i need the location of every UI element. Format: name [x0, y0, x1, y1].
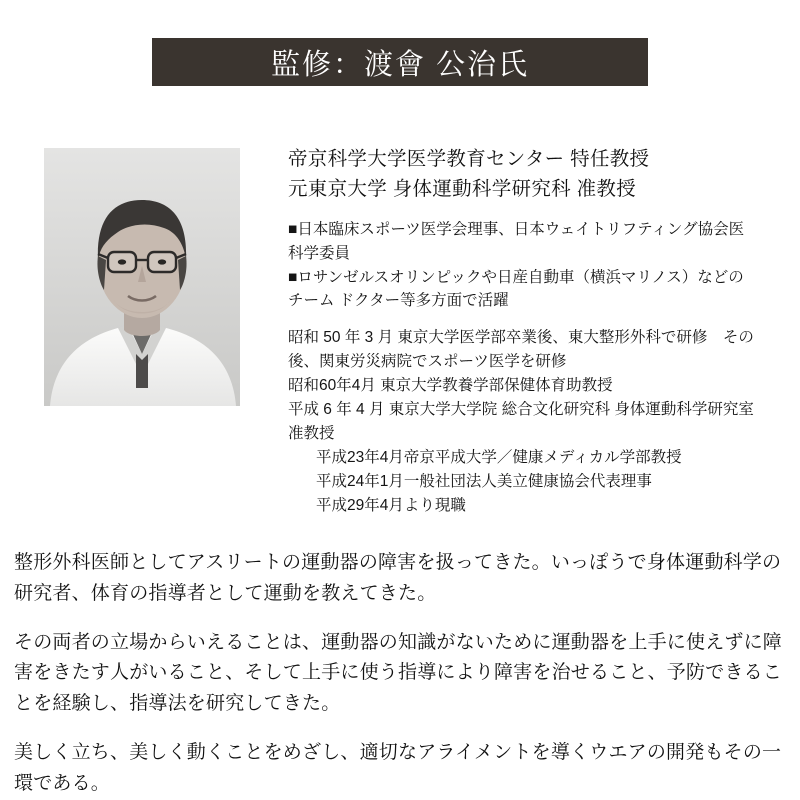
body-paragraph: 美しく立ち、美しく動くことをめざし、適切なアライメントを導くウエアの開発もその一環である。 — [14, 741, 782, 794]
profile-headline — [288, 144, 756, 204]
bullet-item: ■日本臨床スポーツ医学会理事、日本ウェイトリフティング協会医科学委員 — [288, 221, 745, 262]
headline-line-2: 元東京大学 身体運動科学研究科 准教授 — [288, 178, 637, 201]
career-item: 平成23年4月帝京平成大学／健康メディカル学部教授 — [316, 448, 682, 466]
career-item: 平成29年4月より現職 — [316, 496, 466, 514]
career-item: 昭和 50 年 3 月 東京大学医学部卒業後、東大整形外科で研修 その後、関東労災病院でスポーツ医学を研修 — [288, 328, 754, 370]
title-banner — [152, 38, 648, 86]
career-item: 平成 6 年 4 月 東京大学大学院 総合文化研究科 身体運動科学研究室准教授 — [288, 400, 754, 442]
career-item: 昭和60年4月 東京大学教養学部保健体育助教授 — [288, 376, 613, 394]
headline-line-1: 帝京科学大学医学教育センター 特任教授 — [288, 148, 650, 170]
career-history — [288, 326, 756, 518]
portrait-photo — [44, 148, 240, 406]
body-paragraph: その両者の立場からいえることは、運動器の知識がないために運動器を上手に使えずに障害をきたす人がいること、そして上手に使う指導により障害を治せること、予防できることを経験し、指導法を研究してきた。 — [14, 631, 783, 715]
body-paragraph: 整形外科医師としてアスリートの運動器の障害を扱ってきた。いっぽうで身体運動科学の研究者、体育の指導者として運動を教えてきた。 — [14, 552, 782, 604]
body-text — [14, 548, 786, 799]
profile-bullets — [288, 218, 756, 312]
page-title: 監修：渡會 公治氏 — [270, 48, 530, 81]
bullet-item: ■ロサンゼルスオリンピックや日産自動車（横浜マリノス）などのチーム ドクター等多方面で活躍 — [288, 268, 744, 310]
profile-block — [288, 144, 756, 518]
career-item: 平成24年1月一般社団法人美立健康協会代表理事 — [316, 472, 652, 490]
portrait-illustration — [44, 148, 240, 406]
